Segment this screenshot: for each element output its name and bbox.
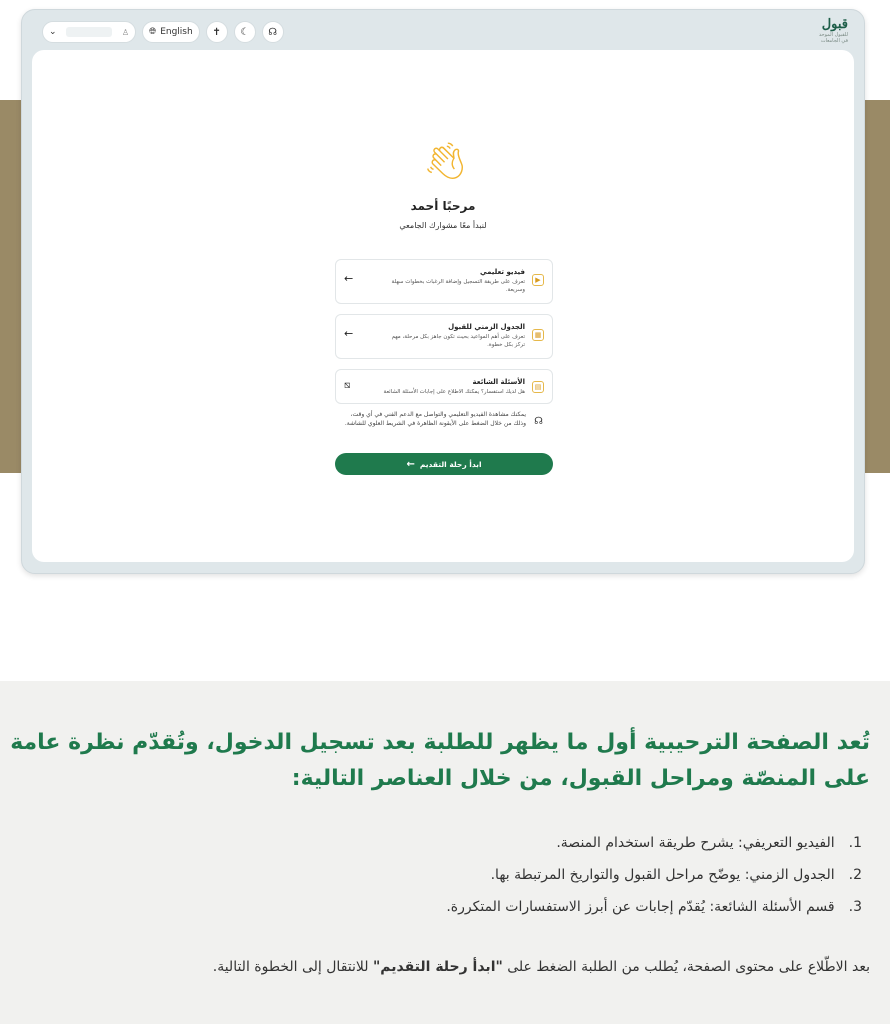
card-title: فيديو تعليمي xyxy=(479,268,525,276)
card-title: الجدول الزمني للقبول xyxy=(448,323,525,331)
accessibility-button[interactable] xyxy=(206,21,228,43)
accessibility-icon: ✝ xyxy=(212,26,221,38)
list-item xyxy=(22,827,862,859)
start-button-label: ابدأ رحلة التقديم xyxy=(419,459,482,469)
card-description: تعرف على أهم المواعيد بحيث تكون جاهز بكل مرحلة، مهم تركز بكل خطوة. xyxy=(391,334,525,348)
support-note-text: يمكنك مشاهدة الفيديو التعليمي والتواصل مع الدعم الفني في أي وقت، وذلك من خلال الضغط على الأيقونة الظاهرة في الشريط العلوي للشاشة. xyxy=(344,411,526,427)
list-item xyxy=(22,859,862,891)
arrow-left-icon: ← xyxy=(344,272,354,285)
chevron-down-icon: ⌄ xyxy=(49,27,57,37)
calendar-icon: ▦ xyxy=(532,329,544,341)
header-controls xyxy=(42,21,284,43)
dark-mode-button[interactable] xyxy=(234,21,256,43)
list-number: 1. xyxy=(848,835,862,851)
app-window xyxy=(21,9,865,574)
explanation-section xyxy=(0,681,890,1024)
explanation-list xyxy=(22,827,862,923)
card-faq[interactable] xyxy=(335,369,553,404)
language-label: English xyxy=(160,27,193,37)
arrow-left-icon: ← xyxy=(406,458,415,470)
explanation-heading: تُعد الصفحة الترحيبية أول ما يظهر للطلبة بعد تسجيل الدخول، وتُقدّم نظرة عامة على المنصّة ومراحل القبول، من خلال العناصر التالية: xyxy=(10,730,870,791)
moon-icon: ☾ xyxy=(240,26,250,38)
user-menu[interactable] xyxy=(42,21,136,43)
list-text: الفيديو التعريفي: يشرح طريقة استخدام المنصة. xyxy=(556,835,835,851)
list-number: 3. xyxy=(848,899,862,915)
list-item xyxy=(22,891,862,923)
user-name-field xyxy=(66,27,112,37)
card-description: تعرف على طريقة التسجيل وإضافة الرغبات بخطوات سهلة وسريعة. xyxy=(391,279,525,293)
card-title: الأسئلة الشائعة xyxy=(472,378,525,386)
logo-text: قبول xyxy=(821,17,848,32)
start-application-button[interactable] xyxy=(335,453,553,475)
welcome-panel xyxy=(32,50,854,562)
logo xyxy=(808,18,848,44)
footer-pre: بعد الاطّلاع على محتوى الصفحة، يُطلب من الطلبة الضغط على xyxy=(502,959,870,975)
faq-icon: ▤ xyxy=(532,381,544,393)
list-number: 2. xyxy=(848,867,862,883)
headset-icon: ☊ xyxy=(534,416,543,427)
footer-bold: "ابدأ رحلة التقديم" xyxy=(372,959,503,975)
card-description: هل لديك استفسار؟ يمكنك الاطلاع على إجابات الأسئلة الشائعة xyxy=(383,389,525,395)
card-admission-timeline[interactable] xyxy=(335,314,553,359)
video-icon: ▶ xyxy=(532,274,544,286)
headset-icon: ☊ xyxy=(268,26,278,38)
external-link-icon: ⧄ xyxy=(344,380,351,391)
list-text: قسم الأسئلة الشائعة: يُقدّم إجابات عن أبرز الاستفسارات المتكررة. xyxy=(446,899,835,915)
waving-hand-icon: 👋︎ xyxy=(422,141,468,182)
welcome-title: مرحبًا أحمد xyxy=(410,199,476,213)
arrow-left-icon: ← xyxy=(344,327,354,340)
globe-icon: 🌐︎ xyxy=(149,27,157,37)
user-icon: ♙ xyxy=(121,27,129,37)
support-button[interactable] xyxy=(262,21,284,43)
list-text: الجدول الزمني: يوضّح مراحل القبول والتواريخ المرتبطة بها. xyxy=(490,867,835,883)
logo-subtitle-2: في الجامعات xyxy=(820,38,848,44)
top-bar xyxy=(22,10,864,52)
card-tutorial-video[interactable] xyxy=(335,259,553,304)
explanation-footer xyxy=(10,959,870,975)
logo-subtitle: للقبول الموحد xyxy=(818,32,848,38)
footer-post: للانتقال إلى الخطوة التالية. xyxy=(212,959,373,975)
language-switch[interactable] xyxy=(142,21,200,43)
welcome-subtitle: لنبدأ معًا مشوارك الجامعي xyxy=(399,221,487,230)
